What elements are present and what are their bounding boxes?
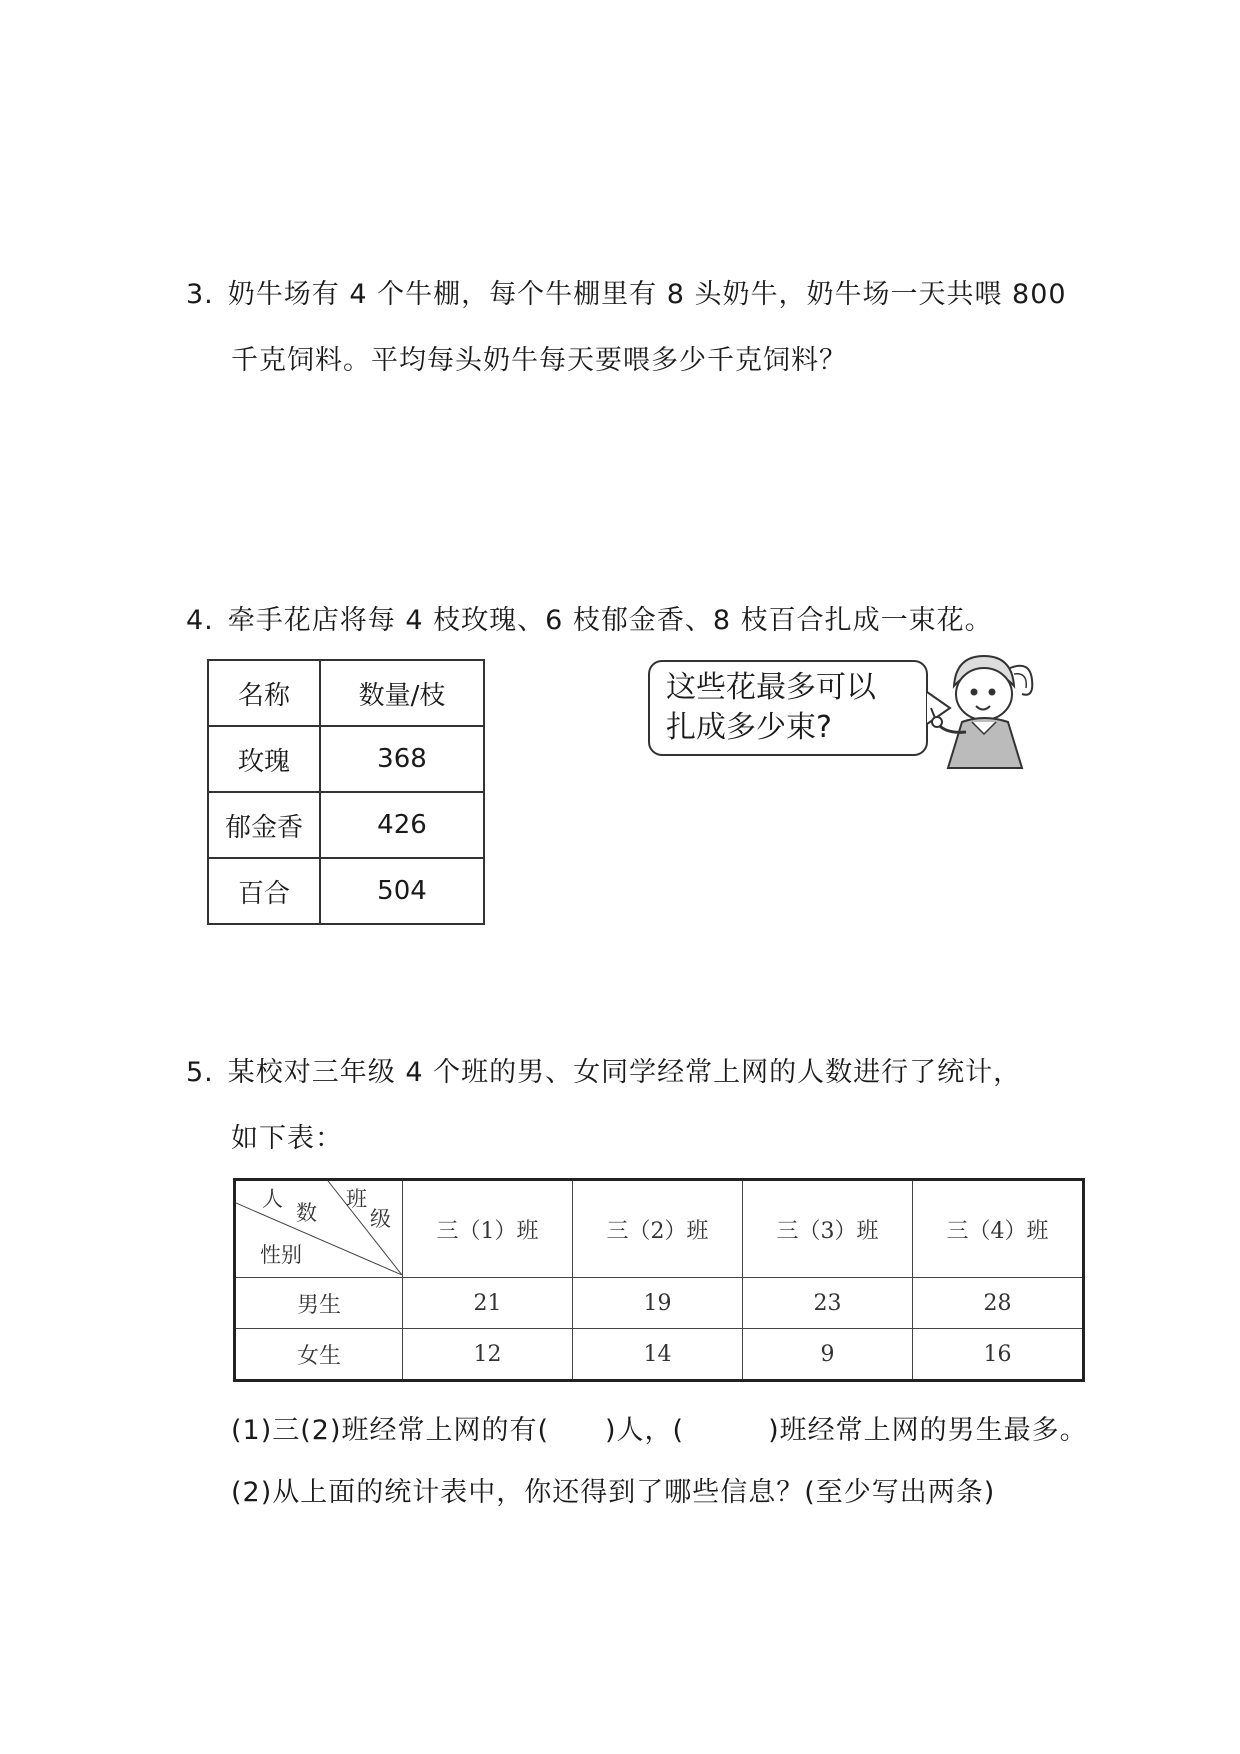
stats-row-label-girls: 女生 (235, 1329, 403, 1381)
flower-header-qty: 数量/枝 (320, 660, 484, 726)
stats-corner-cell (235, 1180, 403, 1278)
speech-bubble (648, 660, 928, 756)
table-row (235, 1329, 1084, 1381)
corner-label-shu: 数 (296, 1201, 317, 1225)
flower-table-header (208, 660, 484, 726)
table-row (235, 1278, 1084, 1329)
flower-header-name: 名称 (208, 660, 320, 726)
q4-number: 4. (186, 605, 214, 636)
stats-col-class1: 三（1）班 (403, 1180, 573, 1278)
corner-label-gender: 性别 (260, 1243, 302, 1267)
flower-name-lily: 百合 (208, 858, 320, 924)
q4-line1 (186, 598, 993, 637)
flower-name-tulip: 郁金香 (208, 792, 320, 858)
stats-table (233, 1178, 1085, 1382)
q5-line2: 如下表： (231, 1123, 343, 1154)
corner-label-ji: 级 (370, 1207, 391, 1231)
stats-cell: 28 (913, 1278, 1084, 1329)
corner-label-ren: 人 (262, 1187, 283, 1211)
corner-label-ban: 班 (346, 1187, 367, 1211)
q5-sub1: (1)三(2)班经常上网的有( )人，( )班经常上网的男生最多。 (231, 1415, 1088, 1446)
stats-col-class2: 三（2）班 (573, 1180, 743, 1278)
bubble-line2: 扎成多少束? (666, 710, 832, 745)
girl-illustration-icon (926, 650, 1046, 775)
q4-text1: 牵手花店将每 4 枝玫瑰、6 枝郁金香、8 枝百合扎成一束花。 (227, 605, 993, 636)
stats-cell: 16 (913, 1329, 1084, 1381)
stats-cell: 19 (573, 1278, 743, 1329)
q3-text1: 奶牛场有 4 个牛棚，每个牛棚里有 8 头奶牛，奶牛场一天共喂 800 (227, 279, 1067, 310)
bubble-line1: 这些花最多可以 (666, 670, 876, 705)
q5-number: 5. (186, 1057, 214, 1088)
q5-line1 (186, 1050, 1021, 1089)
stats-col-class4: 三（4）班 (913, 1180, 1084, 1278)
table-row (208, 858, 484, 924)
q3-line1 (186, 272, 1067, 311)
table-row (208, 792, 484, 858)
stats-row-label-boys: 男生 (235, 1278, 403, 1329)
q3-line2: 千克饲料。平均每头奶牛每天要喂多少千克饲料？ (231, 345, 847, 376)
flower-table (207, 659, 485, 925)
q3-number: 3. (186, 279, 214, 310)
q5-text1: 某校对三年级 4 个班的男、女同学经常上网的人数进行了统计， (227, 1057, 1022, 1088)
flower-qty-tulip: 426 (320, 792, 484, 858)
stats-table-header (235, 1180, 1084, 1278)
stats-col-class3: 三（3）班 (743, 1180, 913, 1278)
q5-sub2: (2)从上面的统计表中，你还得到了哪些信息？(至少写出两条) (231, 1477, 996, 1508)
flower-name-rose: 玫瑰 (208, 726, 320, 792)
table-row (208, 726, 484, 792)
flower-qty-lily: 504 (320, 858, 484, 924)
stats-cell: 9 (743, 1329, 913, 1381)
stats-cell: 12 (403, 1329, 573, 1381)
stats-cell: 23 (743, 1278, 913, 1329)
stats-cell: 21 (403, 1278, 573, 1329)
stats-cell: 14 (573, 1329, 743, 1381)
flower-qty-rose: 368 (320, 726, 484, 792)
